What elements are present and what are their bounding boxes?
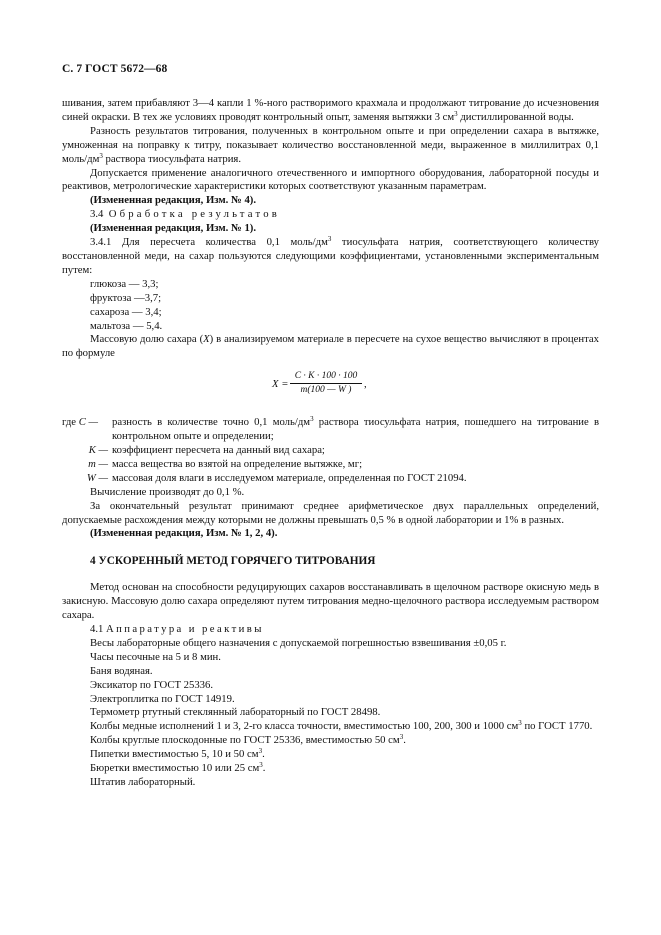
formula-denominator: m(100 — W ) — [300, 385, 352, 396]
amendment-note: (Измененная редакция, Изм. № 1, 2, 4). — [90, 527, 278, 540]
formula-fraction — [290, 370, 362, 397]
paragraph: шивания, затем прибавляют 3—4 капли 1 %-ного растворимого крахмала и продолжают титрование до исчезновения синей окраски. В тех же условиях проводят контрольный опыт, заменяя вытяжки 3 $см^3$ дистиллированной воды. — [62, 97, 599, 123]
paragraph: Вычисление производят до 0,1 %. — [90, 485, 245, 498]
coefficient-item: мальтоза — 5,4. — [90, 319, 163, 332]
paragraph: Метод основан на способности редуцирующих сахаров восстанавливать в щелочном растворе окисную медь в закисную. Массовую долю сахара определяют путем титрования медно-щелочного раствора исследуемым раствором сахара. — [62, 581, 599, 622]
variable-definition: W — массовая доля влаги в исследуемом материале, определенная по ГОСТ 21094. — [86, 471, 467, 484]
paragraph: Разность результатов титрования, полученных в контрольном опыте и при определении сахара в вытяжке, умноженная на поправку к титру, показывает количество восстановленной меди, выраженное в миллилитрах 0,1 моль/$дм^3$ раствора тиосульфата натрия. — [62, 124, 599, 165]
variable-definition: m — масса вещества во взятой на определение вытяжке, мг; — [88, 457, 363, 470]
equipment-item: Штатив лабораторный. — [90, 775, 196, 788]
equipment-item: Эксикатор по ГОСТ 25336. — [90, 678, 214, 691]
formula-numerator: C · K · 100 · 100 — [290, 370, 362, 384]
coefficient-item: сахароза — 3,4; — [90, 305, 162, 318]
variable-definition: K — коэффициент пересчета на данный вид сахара; — [88, 444, 325, 457]
equipment-item: Колбы круглые плоскодонные по ГОСТ 25336, вместимостью 50 $см^3$. — [90, 733, 406, 747]
equipment-item: Бюретки вместимостью 10 или 25 $см^3$. — [90, 761, 266, 775]
equipment-item: Весы лабораторные общего назначения с допускаемой погрешностью взвешивания ±0,05 г. — [90, 636, 507, 649]
mass-fraction-formula — [62, 368, 599, 402]
equipment-item: Часы песочные на 5 и 8 мин. — [90, 650, 221, 663]
subsection-heading: 3.4 Обработка результатов — [90, 208, 280, 221]
paragraph: За окончательный результат принимают среднее арифметическое двух параллельных определений, допускаемые расхождения между которыми не должны превышать 0,5 % в одной лаборатории и 1% в разных. — [62, 499, 599, 526]
page-header: С. 7 ГОСТ 5672—68 — [62, 63, 168, 75]
section-title: 4 УСКОРЕННЫЙ МЕТОД ГОРЯЧЕГО ТИТРОВАНИЯ — [90, 555, 376, 568]
amendment-note: (Измененная редакция, Изм. № 1). — [90, 222, 257, 235]
coefficient-item: фруктоза —3,7; — [90, 291, 162, 304]
paragraph: Массовую долю сахара (X) в анализируемом материале в пересчете на сухое вещество вычисляют в процентах по формуле — [62, 333, 599, 360]
formula-lhs: X = — [272, 378, 289, 391]
equipment-item: Термометр ртутный стеклянный лабораторный по ГОСТ 28498. — [90, 706, 381, 719]
amendment-note: (Измененная редакция, Изм. № 4). — [90, 194, 257, 207]
paragraph: Допускается применение аналогичного отечественного и импортного оборудования, лабораторной посуды и реактивов, метрологические характеристики которых соответствуют указанным параметрам. — [62, 166, 599, 193]
formula-comma: , — [364, 378, 367, 391]
equipment-item: Электроплитка по ГОСТ 14919. — [90, 692, 235, 705]
subsection-heading: 4.1 Аппаратура и реактивы — [90, 623, 264, 635]
variable-definition: где C — разность в количестве точно 0,1 моль/$дм^3$ раствора тиосульфата натрия, пошедшего на титрование в контрольном опыте и определении; — [62, 415, 599, 443]
equipment-item: Колбы медные исполнений 1 и 3, 2-го класса точности, вместимостью 100, 200, 300 и 1000 $см^3$ по ГОСТ 1770. — [90, 719, 593, 733]
paragraph: 3.4.1 Для пересчета количества 0,1 моль/$дм^3$ тиосульфата натрия, соответствующего количеству восстановленной меди, на сахар пользуются следующими коэффициентами, установленными экспериментальным путем: — [62, 235, 599, 276]
equipment-item: Баня водяная. — [90, 664, 153, 677]
coefficient-item: глюкоза — 3,3; — [90, 277, 159, 290]
document-body — [62, 97, 599, 790]
equipment-item: Пипетки вместимостью 5, 10 и 50 $см^3$. — [90, 747, 265, 761]
